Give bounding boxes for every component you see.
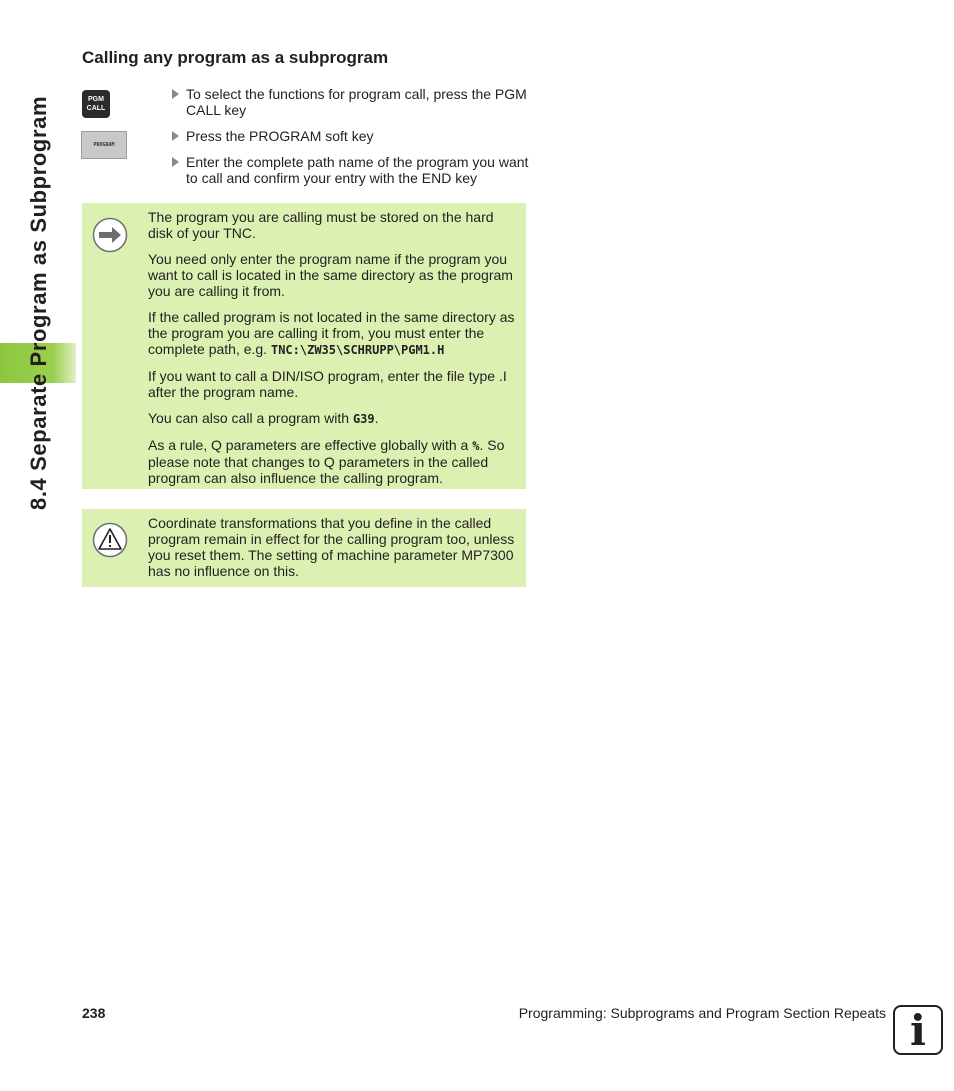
info-text: If the called program is not located in the same directory as the program you are calling it from, you must enter the complete path, e.g. (148, 309, 515, 357)
step-text: To select the functions for program call, press the PGM CALL key (186, 86, 527, 118)
page-number: 238 (82, 1005, 106, 1021)
program-softkey-icon (81, 131, 127, 159)
step-list (172, 86, 532, 196)
step-text: Enter the complete path name of the program you want to call and confirm your entry with the END key (186, 154, 529, 186)
info-paragraph: You need only enter the program name if the program you want to call is located in the same directory as the program you are calling it from. (148, 251, 513, 299)
program-softkey-label: PROGRAM (93, 142, 115, 148)
info-icon: i (893, 1005, 943, 1055)
info-paragraph (148, 309, 520, 358)
info-paragraph: The program you are calling must be stored on the hard disk of your TNC. (148, 209, 494, 241)
info-paragraph (148, 437, 520, 486)
warning-note-text (148, 515, 520, 589)
step-item (172, 154, 532, 186)
warning-note-box (82, 509, 526, 587)
chapter-title: Programming: Subprograms and Program Section Repeats (518, 1005, 886, 1021)
path-code: TNC:\ZW35\SCHRUPP\PGM1.H (270, 343, 445, 357)
info-text: . So please note that changes to Q parameters in the called program can also influence the calling program. (148, 437, 505, 486)
pgm-call-key-line2: CALL (86, 105, 106, 112)
step-item (172, 128, 532, 144)
section-heading: Calling any program as a subprogram (82, 48, 389, 67)
info-text: As a rule, Q parameters are effective globally with a (148, 437, 473, 453)
pgm-call-key-icon (82, 90, 110, 118)
step-text: Press the PROGRAM soft key (186, 128, 374, 144)
pgm-call-key-line1: PGM (88, 96, 104, 103)
info-note-text (148, 209, 520, 496)
info-text: You can also call a program with (148, 410, 353, 426)
warning-paragraph: Coordinate transformations that you define in the called program remain in effect for the calling program too, unless you reset them. The setting of machine parameter MP7300 has no influence on this. (148, 515, 515, 579)
step-item (172, 86, 532, 118)
g39-code: G39 (352, 412, 375, 426)
step-arrow-icon (172, 157, 179, 167)
percent-code: % (472, 439, 480, 453)
warning-icon (92, 522, 128, 558)
info-note-box (82, 203, 526, 489)
info-text: . (374, 410, 379, 426)
side-section-title: 8.4 Separate Program as Subprogram (26, 95, 51, 510)
step-arrow-icon (172, 89, 179, 99)
arrow-right-icon (92, 217, 128, 253)
step-arrow-icon (172, 131, 179, 141)
info-paragraph (148, 410, 520, 427)
info-paragraph: If you want to call a DIN/ISO program, enter the file type .I after the program name. (148, 368, 507, 400)
